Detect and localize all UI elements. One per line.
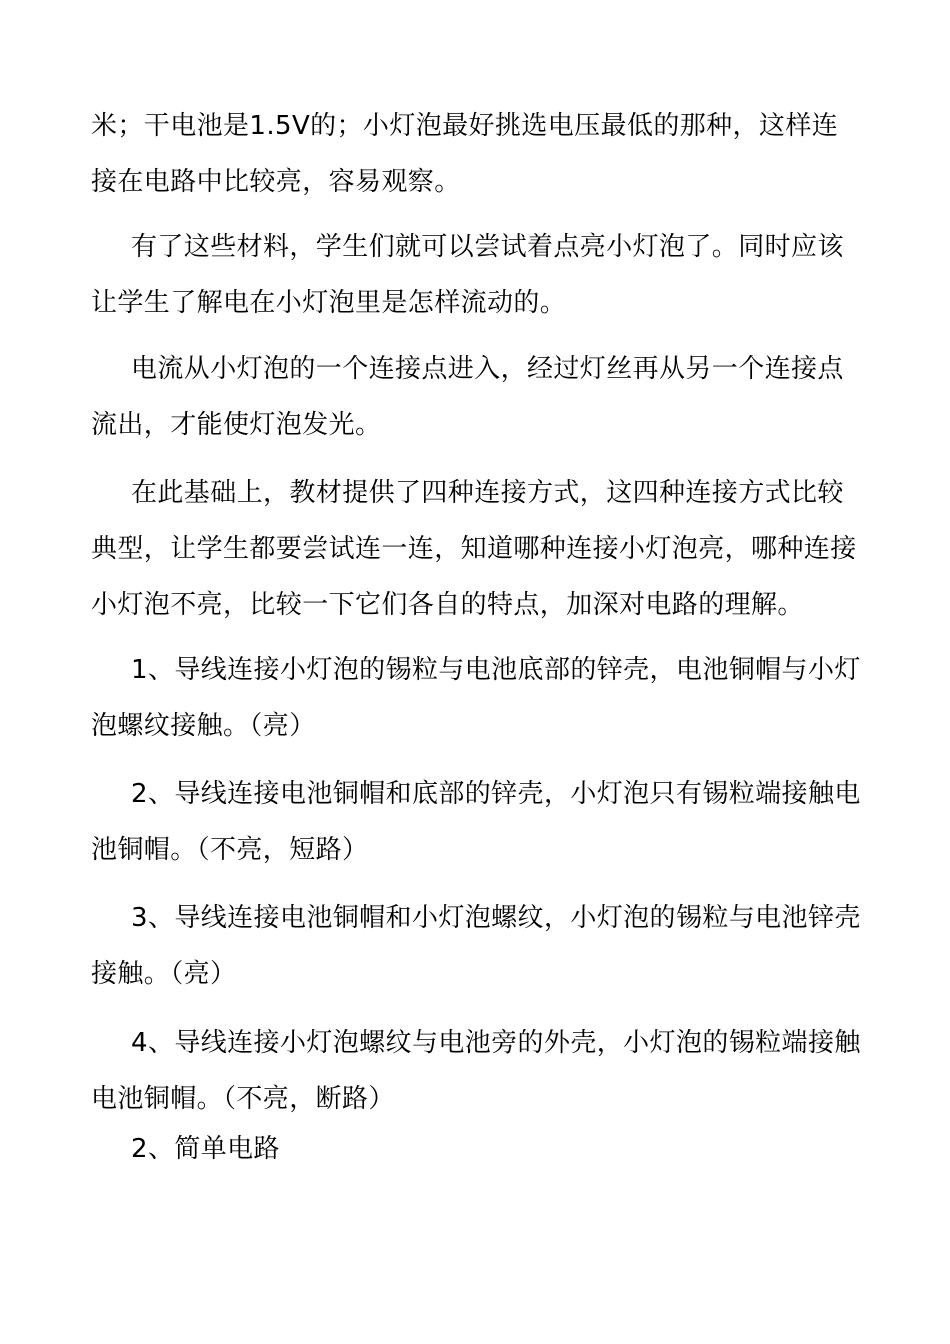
list-item-connection-1: 1、导线连接小灯泡的锡粒与电池底部的锌壳，电池铜帽与小灯泡螺纹接触。（亮） (91, 655, 861, 741)
section-heading-simple-circuit: 2、简单电路 (131, 1134, 280, 1164)
list-item-connection-4: 4、导线连接小灯泡螺纹与电池旁的外壳，小灯泡的锡粒端接触电池铜帽。（不亮，断路） (91, 1028, 861, 1114)
paragraph-four-connections: 在此基础上，教材提供了四种连接方式，这四种连接方式比较典型，让学生都要尝试连一连，知道哪种连接小灯泡亮，哪种连接小灯泡不亮，比较一下它们各自的特点，加深对电路的理解。 (91, 478, 857, 620)
list-item-connection-2: 2、导线连接电池铜帽和底部的锌壳，小灯泡只有锡粒端接触电池铜帽。（不亮，短路） (91, 779, 861, 865)
list-item-connection-3: 3、导线连接电池铜帽和小灯泡螺纹，小灯泡的锡粒与电池锌壳接触。（亮） (91, 903, 861, 989)
paragraph-materials-continued: 米；干电池是1.5V的；小灯泡最好挑选电压最低的那种，这样连接在电路中比较亮，容易观察。 (91, 111, 839, 197)
paragraph-current-flow: 电流从小灯泡的一个连接点进入，经过灯丝再从另一个连接点流出，才能使灯泡发光。 (91, 354, 844, 440)
paragraph-light-bulb-intro: 有了这些材料，学生们就可以尝试着点亮小灯泡了。同时应该让学生了解电在小灯泡里是怎样流动的。 (91, 232, 844, 318)
